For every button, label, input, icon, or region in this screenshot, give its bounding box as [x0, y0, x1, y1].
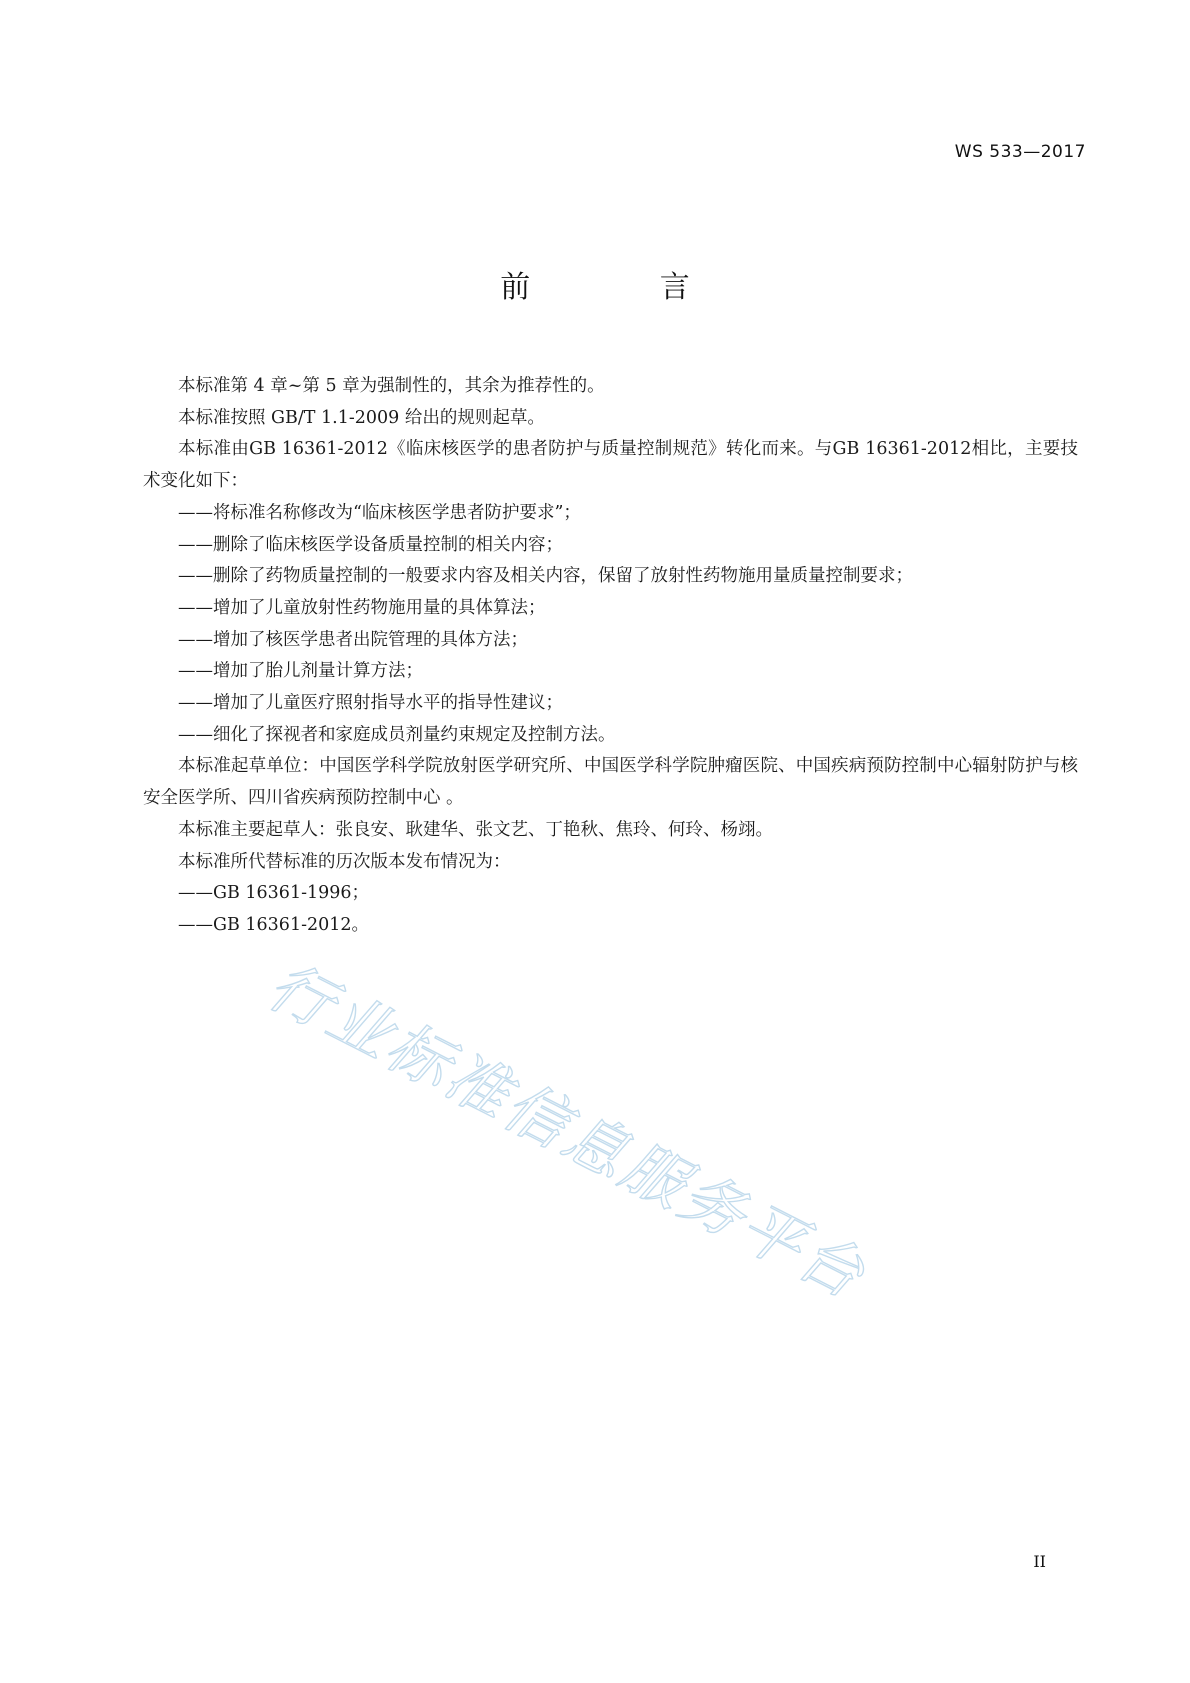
standard-code: WS 533—2017 [954, 142, 1086, 162]
change-item: ——删除了临床核医学设备质量控制的相关内容； [178, 534, 563, 555]
page-number: II [1033, 1552, 1046, 1571]
previous-version-item: ——GB 16361-1996； [178, 883, 370, 904]
paragraph-drafting-rules: 本标准按照 GB/T 1.1-2009 给出的规则起草。 [178, 407, 545, 428]
watermark: 行业标准信息服务平台 [257, 948, 879, 1314]
paragraph-previous-versions: 本标准所代替标准的历次版本发布情况为： [178, 851, 511, 872]
change-item: ——增加了核医学患者出院管理的具体方法； [178, 629, 528, 650]
paragraph-mandatory-chapters: 本标准第 4 章~第 5 章为强制性的，其余为推荐性的。 [178, 376, 605, 396]
change-item: ——增加了儿童医疗照射指导水平的指导性建议； [178, 693, 563, 714]
change-item: ——增加了儿童放射性药物施用量的具体算法； [178, 597, 546, 618]
change-item: ——将标准名称修改为“临床核医学患者防护要求”； [178, 502, 581, 523]
page-title: 前 言 [500, 270, 750, 305]
change-item: ——细化了探视者和家庭成员剂量约束规定及控制方法。 [178, 724, 616, 745]
previous-version-item: ——GB 16361-2012。 [178, 914, 370, 935]
change-item: ——删除了药物质量控制的一般要求内容及相关内容，保留了放射性药物施用量质量控制要求； [178, 566, 913, 587]
change-item: ——增加了胎儿剂量计算方法； [178, 661, 423, 682]
foreword-body [143, 371, 1078, 942]
paragraph-derivation: 本标准由GB 16361-2012《临床核医学的患者防护与质量控制规范》转化而来。与GB 16361-2012相比，主要技术变化如下： [143, 439, 1078, 492]
paragraph-drafters: 本标准主要起草人：张良安、耿建华、张文艺、丁艳秋、焦玲、何玲、杨翊。 [178, 819, 773, 840]
paragraph-drafting-units: 本标准起草单位：中国医学科学院放射医学研究所、中国医学科学院肿瘤医院、中国疾病预防控制中心辐射防护与核安全医学所、四川省疾病预防控制中心 。 [143, 756, 1078, 809]
